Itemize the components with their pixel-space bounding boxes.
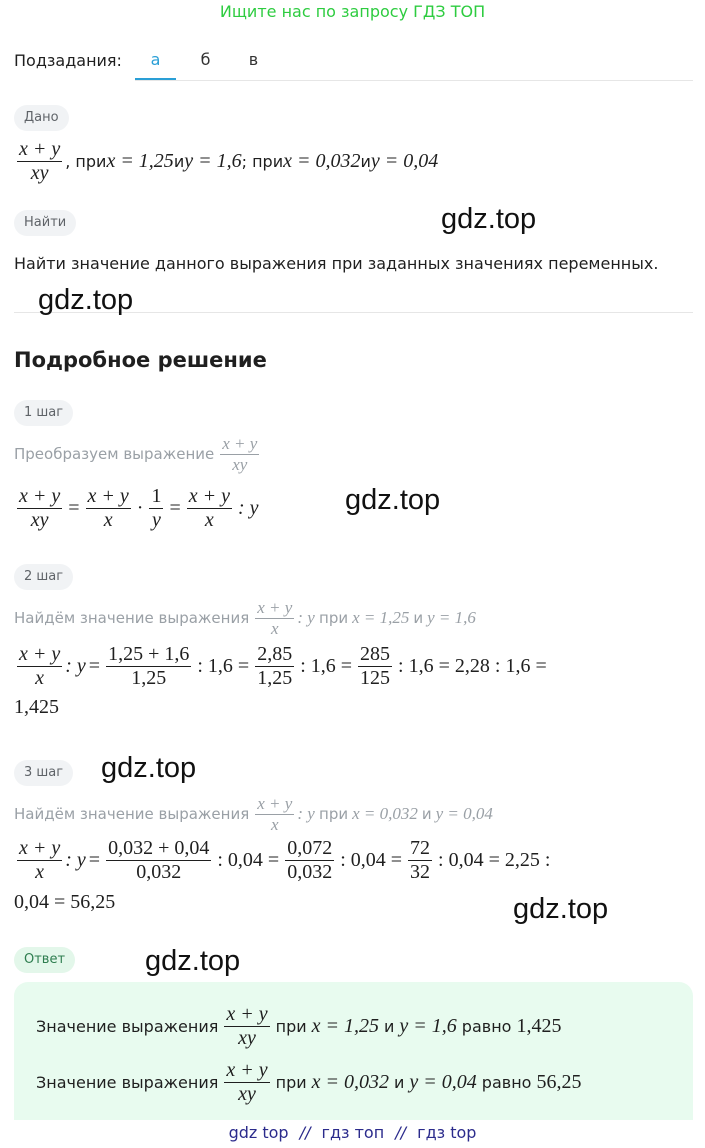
watermark-1: gdz.top	[441, 203, 537, 235]
answer-line-2: Значение выражения $\frac{x + y}{xy}$ при x = 0,032 и y = 0,04 равно 56,25	[36, 1058, 582, 1105]
answer-line1-prefix: Значение выражения	[36, 1016, 219, 1036]
given-y1: y = 1,6	[184, 149, 242, 172]
footer-link-1[interactable]: gdz top	[228, 1123, 289, 1142]
watermark-6: gdz.top	[145, 945, 241, 977]
answer-line2-and: и	[394, 1072, 405, 1092]
given-text-and2: и	[360, 151, 371, 171]
solution-title: Подробное решение	[14, 348, 267, 372]
given-x1: x = 1,25	[106, 149, 174, 172]
step3-cond-y: y = 0,04	[435, 804, 493, 823]
answer-line1-x: x = 1,25	[311, 1014, 380, 1037]
answer-line1-y: y = 1,6	[399, 1014, 457, 1037]
given-x2: x = 0,032	[283, 149, 361, 172]
answer-line2-prefix: Значение выражения	[36, 1072, 219, 1092]
step3-pri: при	[319, 805, 349, 823]
watermark-3: gdz.top	[345, 484, 441, 516]
step1-label: 1 шаг	[14, 400, 73, 426]
tabs-divider	[135, 80, 693, 81]
answer-line1-equals: равно	[461, 1016, 512, 1036]
step3-caption: Найдём значение выражения	[14, 805, 250, 823]
step2-and: и	[413, 609, 424, 627]
given-y2: y = 0,04	[370, 149, 439, 172]
answer-line2-value: 56,25	[536, 1070, 582, 1093]
step3-equation: $\frac{x + y}{x}$ : y = $\frac{0,032 + 0,04}{0,032}$ : 0,04 = $\frac{0,072}{0,032}$ : 0,04 = $\frac{72}{32}$ : 0,04 = 2,25 :	[19, 836, 551, 883]
given-text-pri2: ; при	[241, 151, 284, 171]
step3-caption-row: Найдём значение выражения $\frac{x + y}{x}$ : y при x = 0,032 и y = 0,04	[14, 793, 493, 834]
tab-v[interactable]: в	[248, 50, 259, 69]
answer-line1-pri: при	[275, 1016, 307, 1036]
footer-separator-2: //	[395, 1123, 407, 1142]
answer-line-1: Значение выражения $\frac{x + y}{xy}$ при x = 1,25 и y = 1,6 равно 1,425	[36, 1002, 562, 1049]
tab-a[interactable]: а	[150, 50, 161, 69]
step2-cond-x: x = 1,25	[352, 608, 410, 627]
answer-line2-x: x = 0,032	[311, 1070, 390, 1093]
step2-equation: $\frac{x + y}{x}$ : y = $\frac{1,25 + 1,6}{1,25}$ : 1,6 = $\frac{2,85}{1,25}$ : 1,6 = $\frac{285}{125}$ : 1,6 = 2,28 : 1,6 =	[19, 642, 547, 689]
given-text-and1: и	[173, 151, 185, 171]
find-label: Найти	[14, 210, 76, 236]
step3-cond-x: x = 0,032	[352, 804, 418, 823]
top-banner[interactable]: Ищите нас по запросу ГДЗ ТОП	[219, 2, 486, 21]
watermark-2: gdz.top	[38, 284, 134, 316]
footer-separator-1: //	[299, 1123, 311, 1142]
footer-link-2[interactable]: гдз топ	[321, 1123, 385, 1142]
answer-label: Ответ	[14, 947, 75, 973]
watermark-5: gdz.top	[513, 893, 609, 925]
find-text: Найти значение данного выражения при заданных значениях переменных.	[14, 254, 659, 273]
answer-line2-y: y = 0,04	[409, 1070, 477, 1093]
step3-label: 3 шаг	[14, 760, 73, 786]
step2-pri: при	[319, 609, 349, 627]
given-expression: $\frac{x + y}{xy}$ , при x = 1,25 и y = 1,6 ; при x = 0,032 и y = 0,04	[19, 137, 439, 184]
given-label: Дано	[14, 105, 69, 131]
step2-caption-row: Найдём значение выражения $\frac{x + y}{x}$ : y при x = 1,25 и y = 1,6	[14, 597, 476, 638]
answer-line1-and: и	[384, 1016, 395, 1036]
step1-equation: $\frac{x + y}{xy}$ = $\frac{x + y}{x}$ · $\frac{1}{y}$ = $\frac{x + y}{x}$ : y	[19, 484, 259, 531]
step3-and: и	[421, 805, 432, 823]
step1-caption: Преобразуем выражение	[14, 445, 215, 463]
answer-line2-equals: равно	[481, 1072, 532, 1092]
step2-label: 2 шаг	[14, 564, 73, 590]
answer-line2-pri: при	[275, 1072, 307, 1092]
footer-links	[0, 1123, 705, 1142]
given-text-pri1: , при	[65, 151, 107, 171]
step2-caption: Найдём значение выражения	[14, 609, 250, 627]
step2-cond-y: y = 1,6	[427, 608, 476, 627]
step3-result: 0,04 = 56,25	[14, 891, 116, 913]
step2-result: 1,425	[14, 696, 59, 718]
answer-line1-value: 1,425	[516, 1014, 562, 1037]
footer-link-3[interactable]: гдз top	[417, 1123, 477, 1142]
watermark-4: gdz.top	[101, 752, 197, 784]
subtasks-label: Подзадания:	[14, 51, 122, 70]
tab-b[interactable]: б	[200, 50, 211, 69]
step1-caption-row: Преобразуем выражение $\frac{x + y}{xy}$	[14, 433, 258, 474]
